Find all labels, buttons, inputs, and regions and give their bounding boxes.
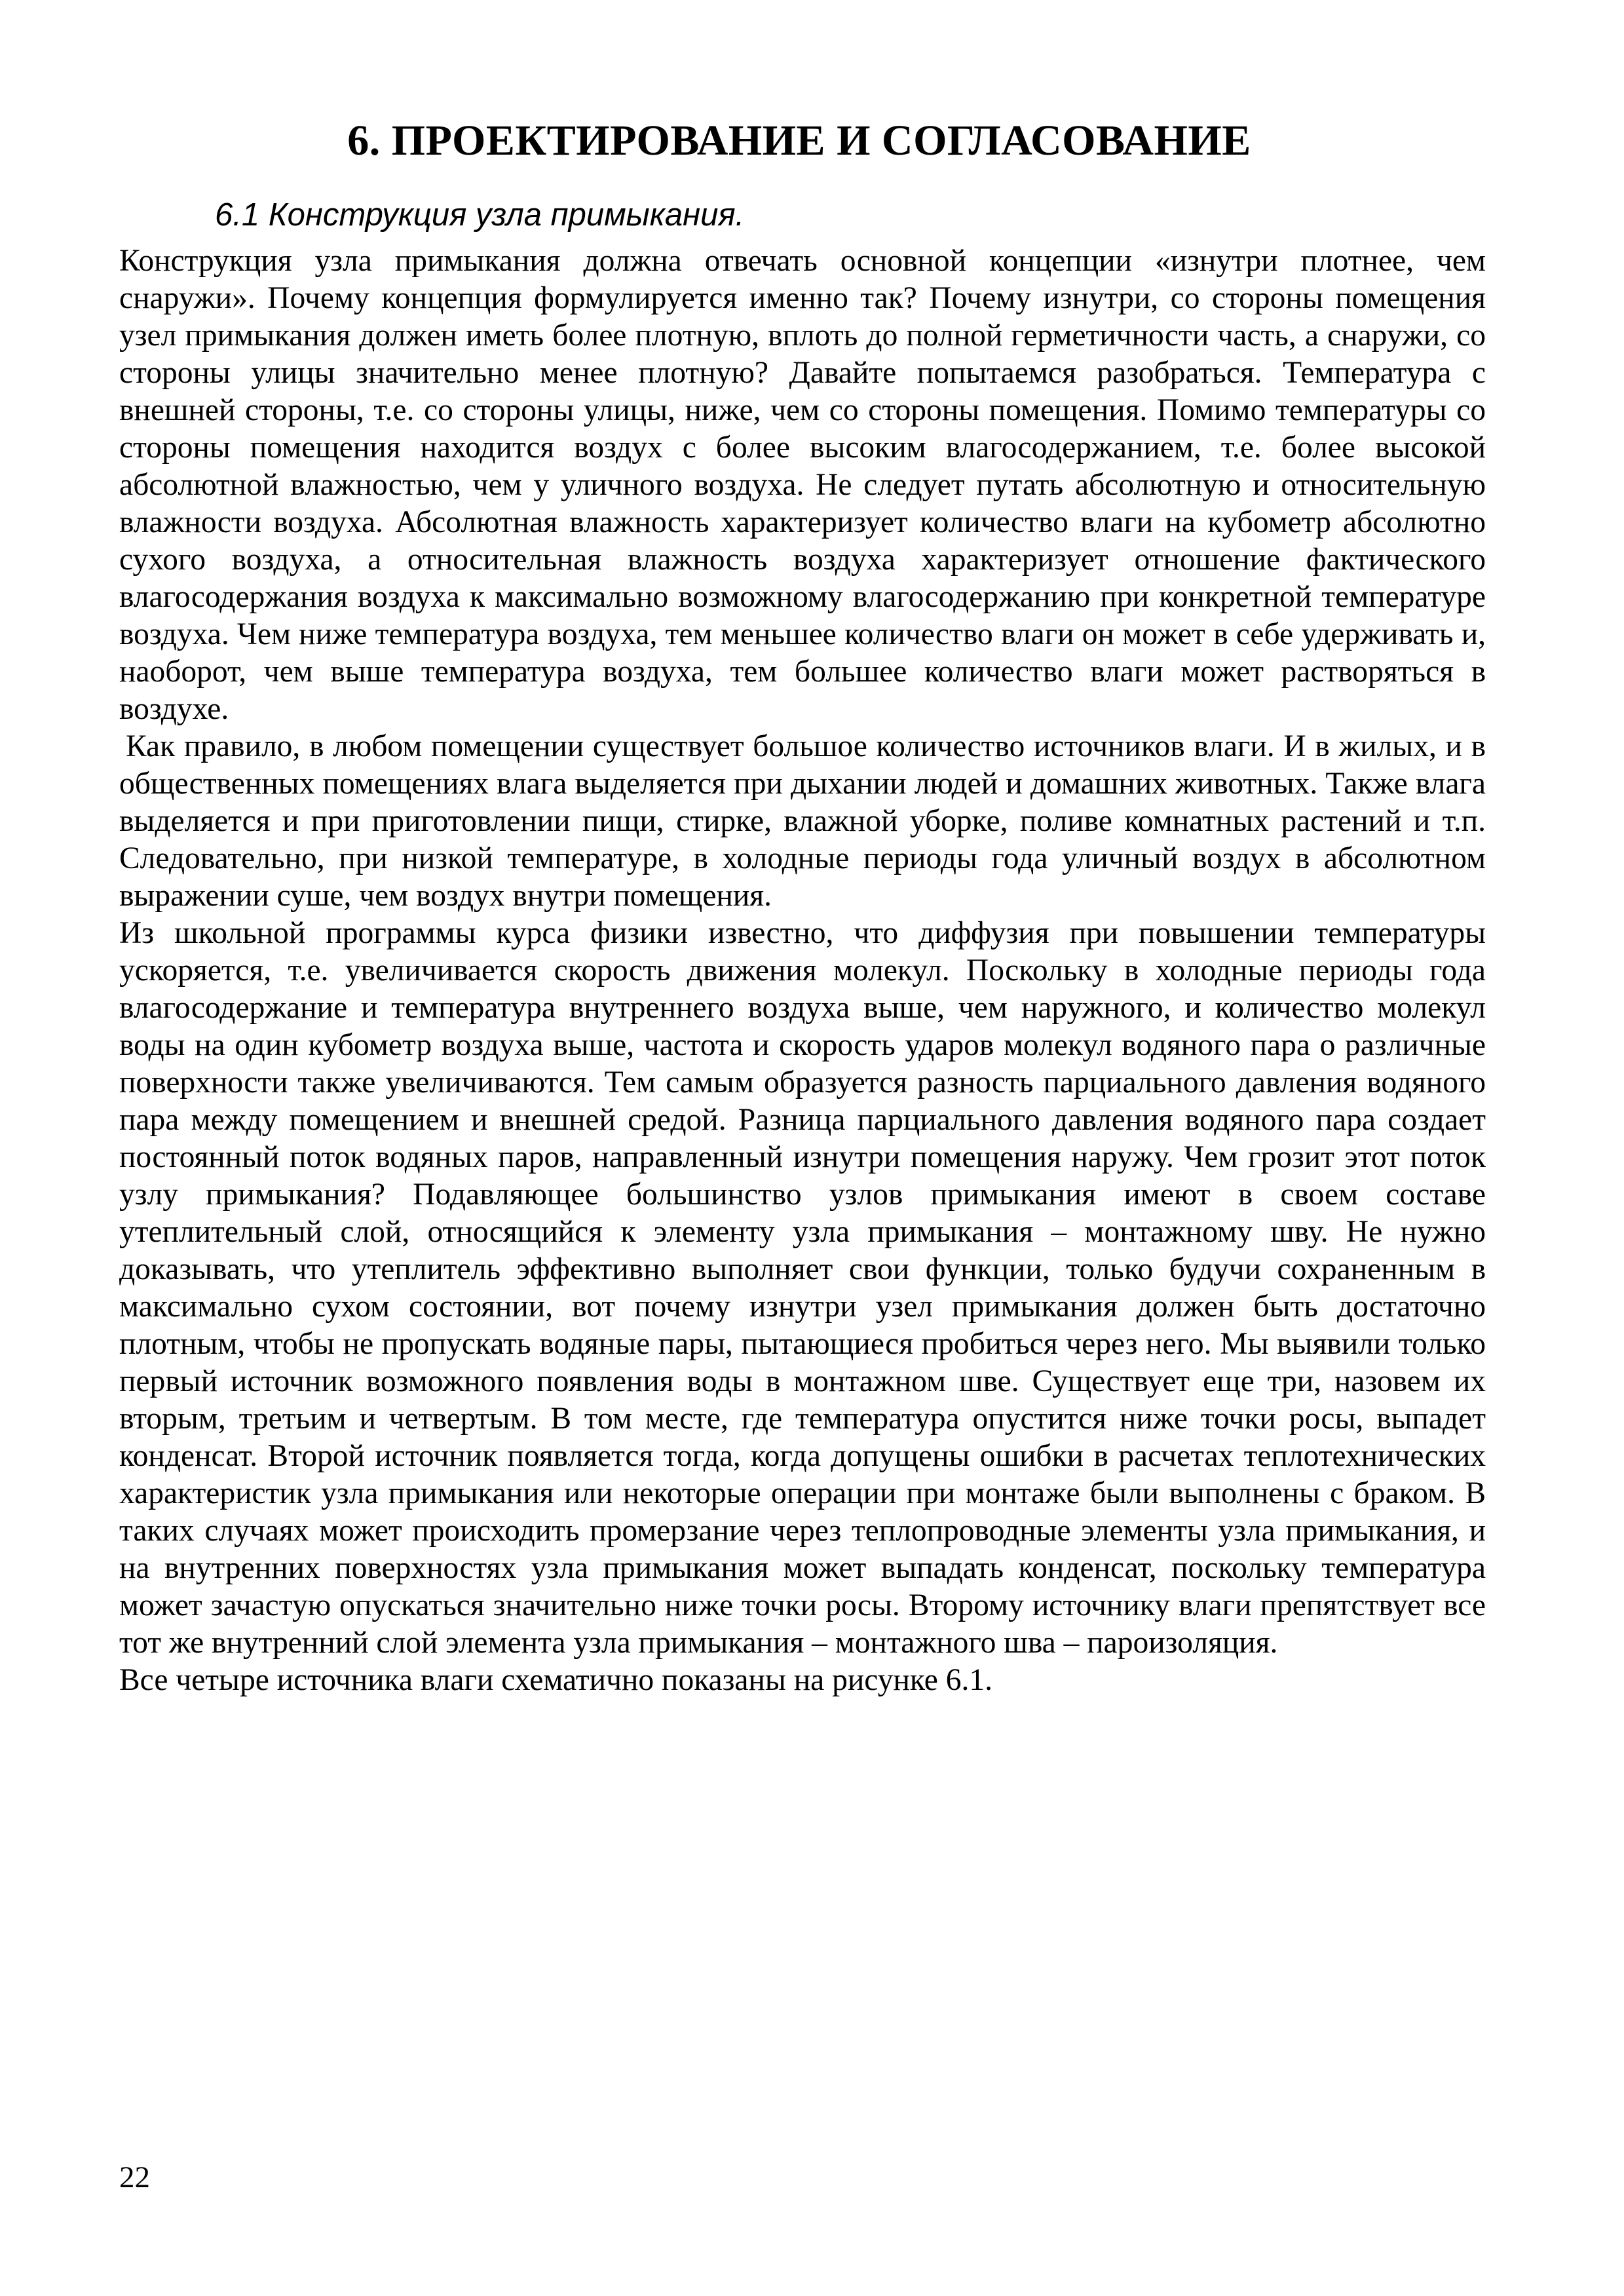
section-title: 6.1 Конструкция узла примыкания.	[215, 197, 745, 233]
paragraph-moisture-sources: Как правило, в любом помещении существует большое количество источников влаги. И в жилых, и в общественных помещениях влага выделяется при дыхании людей и домашних животных. Также влага выделяется и при приготовлении пищи, стирке, влажной уборке, поливе комнатных растений и т.п. Следовательно, при низкой температуре, в холодные периоды года уличный воздух в абсолютном выражении суше, чем воздух внутри помещения.	[119, 729, 1486, 913]
chapter-title: 6. ПРОЕКТИРОВАНИЕ И СОГЛАСОВАНИЕ	[347, 117, 1251, 164]
page-number: 22	[119, 2160, 150, 2194]
paragraph-figure-reference: Все четыре источника влаги схематично показаны на рисунке 6.1.	[119, 1663, 992, 1697]
paragraph-humidity-concept: Конструкция узла примыкания должна отвечать основной концепции «изнутри плотнее, чем снаружи». Почему концепция формулируется именно так? Почему изнутри, со стороны помещения узел примыкания должен иметь более плотную, вплоть до полной герметичности часть, а снаружи, со стороны улицы значительно менее плотную? Давайте попытаемся разобраться. Температура с внешней стороны, т.е. со стороны улицы, ниже, чем со стороны помещения. Помимо температуры со стороны помещения находится воздух с более высоким влагосодержанием, т.е. более высокой абсолютной влажностью, чем у уличного воздуха. Не следует путать абсолютную и относительную влажности воздуха. Абсолютная влажность характеризует количество влаги на кубометр абсолютно сухого воздуха, а относительная влажность воздуха характеризует отношение фактического влагосодержания воздуха к максимально возможному влагосодержанию при конкретной температуре воздуха. Чем ниже температура воздуха, тем меньшее количество влаги он может в себе удерживать и, наоборот, чем выше температура воздуха, тем большее количество влаги может растворяться в воздухе.	[119, 244, 1486, 726]
body-text	[119, 242, 1486, 1699]
paragraph-diffusion: Из школьной программы курса физики известно, что диффузия при повышении температуры ускоряется, т.е. увеличивается скорость движения молекул. Поскольку в холодные периоды года влагосодержание и температура внутреннего воздуха выше, чем наружного, и количество молекул воды на один кубометр воздуха выше, частота и скорость ударов молекул водяного пара о различные поверхности также увеличиваются. Тем самым образуется разность парциального давления водяного пара между помещением и внешней средой. Разница парциального давления водяного пара создает постоянный поток водяных паров, направленный изнутри помещения наружу. Чем грозит этот поток узлу примыкания? Подавляющее большинство узлов примыкания имеют в своем составе утеплительный слой, относящийся к элементу узла примыкания – монтажному шву. Не нужно доказывать, что утеплитель эффективно выполняет свои функции, только будучи сохраненным в максимально сухом состоянии, вот почему изнутри узел примыкания должен быть достаточно плотным, чтобы не пропускать водяные пары, пытающиеся пробиться через него. Мы выявили только первый источник возможного появления воды в монтажном шве. Существует еще три, назовем их вторым, третьим и четвертым. В том месте, где температура опустится ниже точки росы, выпадет конденсат. Второй источник появляется тогда, когда допущены ошибки в расчетах теплотехнических характеристик узла примыкания или некоторые операции при монтаже были выполнены с браком. В таких случаях может происходить промерзание через теплопроводные элементы узла примыкания, и на внутренних поверхностях узла примыкания может выпадать конденсат, поскольку температура может зачастую опускаться значительно ниже точки росы. Второму источнику влаги препятствует все тот же внутренний слой элемента узла примыкания – монтажного шва – пароизоляция.	[119, 916, 1486, 1660]
